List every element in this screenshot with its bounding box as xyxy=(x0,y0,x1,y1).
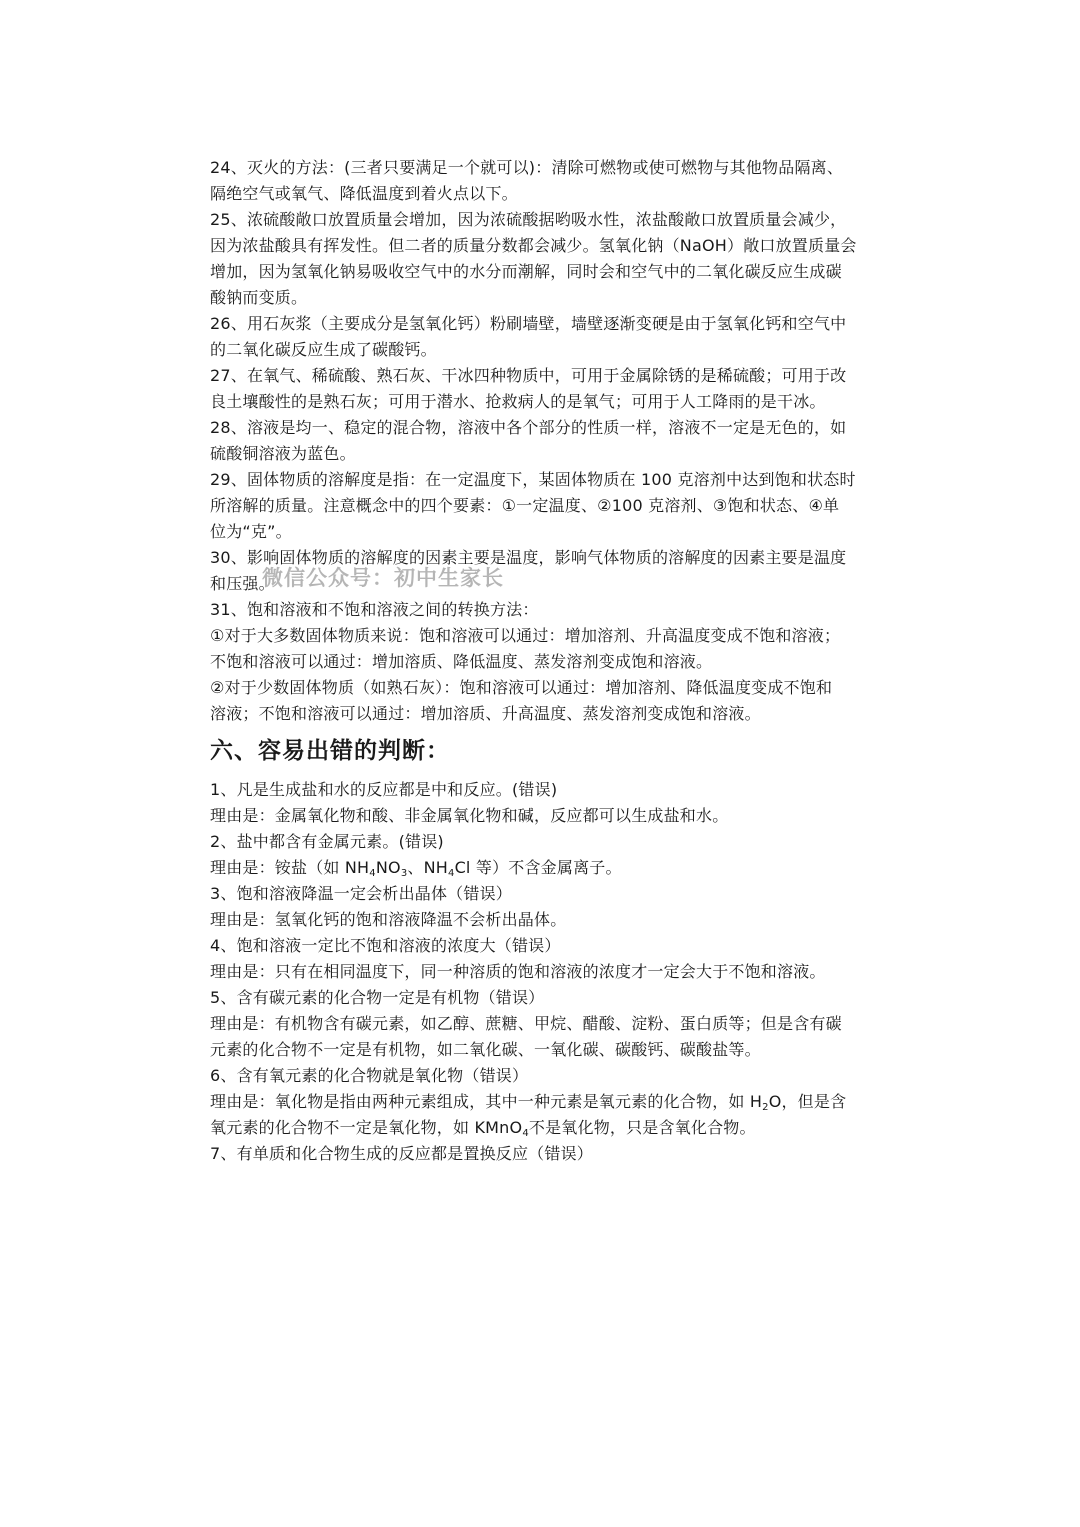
text-line: 理由是：只有在相同温度下，同一种溶质的饱和溶液的浓度才一定会大于不饱和溶液。 xyxy=(210,962,826,981)
subscript: 4 xyxy=(448,868,455,879)
text-line: 的二氧化碳反应生成了碳酸钙。 xyxy=(210,340,437,359)
subscript: 4 xyxy=(522,1128,529,1139)
text-segment: Cl 等）不含金属离子。 xyxy=(454,858,622,877)
water-reason-line xyxy=(210,1089,890,1115)
text-segment: NO xyxy=(375,858,401,877)
text-line: ①对于大多数固体物质来说：饱和溶液可以通过：增加溶剂、升高温度变成不饱和溶液； xyxy=(210,626,841,645)
text-line: 25、浓硫酸敞口放置质量会增加，因为浓硫酸据哟吸水性，浓盐酸敞口放置质量会减少， xyxy=(210,210,847,229)
text-line: 和压强。 xyxy=(210,574,275,593)
text-line: 28、溶液是均一、稳定的混合物，溶液中各个部分的性质一样，溶液不一定是无色的，如 xyxy=(210,418,847,437)
section-heading: 六、容易出错的判断： xyxy=(210,738,450,764)
text-line: 3、饱和溶液降温一定会析出晶体（错误） xyxy=(210,884,512,903)
text-line: 31、饱和溶液和不饱和溶液之间的转换方法： xyxy=(210,600,539,619)
text-line: 29、固体物质的溶解度是指：在一定温度下，某固体物质在 100 克溶剂中达到饱和状态时 xyxy=(210,470,856,489)
text-line: 5、含有碳元素的化合物一定是有机物（错误） xyxy=(210,988,545,1007)
text-line: 位为“克”。 xyxy=(210,522,292,541)
text-line: 溶液；不饱和溶液可以通过：增加溶质、升高温度、蒸发溶剂变成饱和溶液。 xyxy=(210,704,761,723)
text-line: ②对于少数固体物质（如熟石灰）：饱和溶液可以通过：增加溶剂、降低温度变成不饱和 xyxy=(210,678,833,697)
text-line: 1、凡是生成盐和水的反应都是中和反应。(错误) xyxy=(210,780,558,799)
text-line: 7、有单质和化合物生成的反应都是置换反应（错误） xyxy=(210,1144,593,1163)
subscript: 3 xyxy=(400,868,408,879)
text-line: 27、在氧气、稀硫酸、熟石灰、干冰四种物质中，可用于金属除锈的是稀硫酸；可用于改 xyxy=(210,366,847,385)
text-line: 30、影响固体物质的溶解度的因素主要是温度，影响气体物质的溶解度的因素主要是温度 xyxy=(210,548,847,567)
document-body xyxy=(210,155,890,1167)
text-line: 4、饱和溶液一定比不饱和溶液的浓度大（错误） xyxy=(210,936,561,955)
text-line: 所溶解的质量。注意概念中的四个要素：①一定温度、②100 克溶剂、③饱和状态、④单 xyxy=(210,496,840,515)
text-line: 硫酸铜溶液为蓝色。 xyxy=(210,444,356,463)
text-line: 因为浓盐酸具有挥发性。但二者的质量分数都会减少。氢氧化钠（NaOH）敞口放置质量会 xyxy=(210,236,857,255)
text-line: 隔绝空气或氧气、降低温度到着火点以下。 xyxy=(210,184,518,203)
subscript: 4 xyxy=(369,868,376,879)
text-segment: 理由是：铵盐（如 NH xyxy=(210,858,370,877)
text-segment: 理由是：氧化物是指由两种元素组成，其中一种元素是氧元素的化合物，如 H xyxy=(210,1092,763,1111)
text-line: 理由是：有机物含有碳元素，如乙醇、蔗糖、甲烷、醋酸、淀粉、蛋白质等；但是含有碳 xyxy=(210,1014,842,1033)
text-line: 增加，因为氢氧化钠易吸收空气中的水分而潮解，同时会和空气中的二氧化碳反应生成碳 xyxy=(210,262,842,281)
text-segment: 、NH xyxy=(407,858,448,877)
text-segment: O，但是含 xyxy=(768,1092,847,1111)
text-line: 良土壤酸性的是熟石灰；可用于潜水、抢救病人的是氧气；可用于人工降雨的是干冰。 xyxy=(210,392,826,411)
text-line: 理由是：氢氧化钙的饱和溶液降温不会析出晶体。 xyxy=(210,910,567,929)
text-line: 理由是：金属氧化物和酸、非金属氧化物和碱，反应都可以生成盐和水。 xyxy=(210,806,729,825)
text-line: 2、盐中都含有金属元素。(错误) xyxy=(210,832,444,851)
subscript: 2 xyxy=(762,1102,769,1113)
watermark: 微信公众号：初中生家长 xyxy=(262,566,504,590)
text-line: 不饱和溶液可以通过：增加溶质、降低温度、蒸发溶剂变成饱和溶液。 xyxy=(210,652,713,671)
ammonium-reason-line xyxy=(210,855,890,881)
text-segment: 氧元素的化合物不一定是氧化物，如 KMnO xyxy=(210,1118,523,1137)
text-line: 元素的化合物不一定是有机物，如二氧化碳、一氧化碳、碳酸钙、碳酸盐等。 xyxy=(210,1040,761,1059)
text-line: 酸钠而变质。 xyxy=(210,288,308,307)
text-segment: 不是氧化物，只是含氧化合物。 xyxy=(528,1118,756,1137)
kmno4-reason-line xyxy=(210,1115,890,1141)
text-line: 6、含有氧元素的化合物就是氧化物（错误） xyxy=(210,1066,529,1085)
text-line: 24、灭火的方法：(三者只要满足一个就可以)：清除可燃物或使可燃物与其他物品隔离、 xyxy=(210,158,844,177)
text-line: 26、用石灰浆（主要成分是氢氧化钙）粉刷墙壁，墙壁逐渐变硬是由于氢氧化钙和空气中 xyxy=(210,314,847,333)
